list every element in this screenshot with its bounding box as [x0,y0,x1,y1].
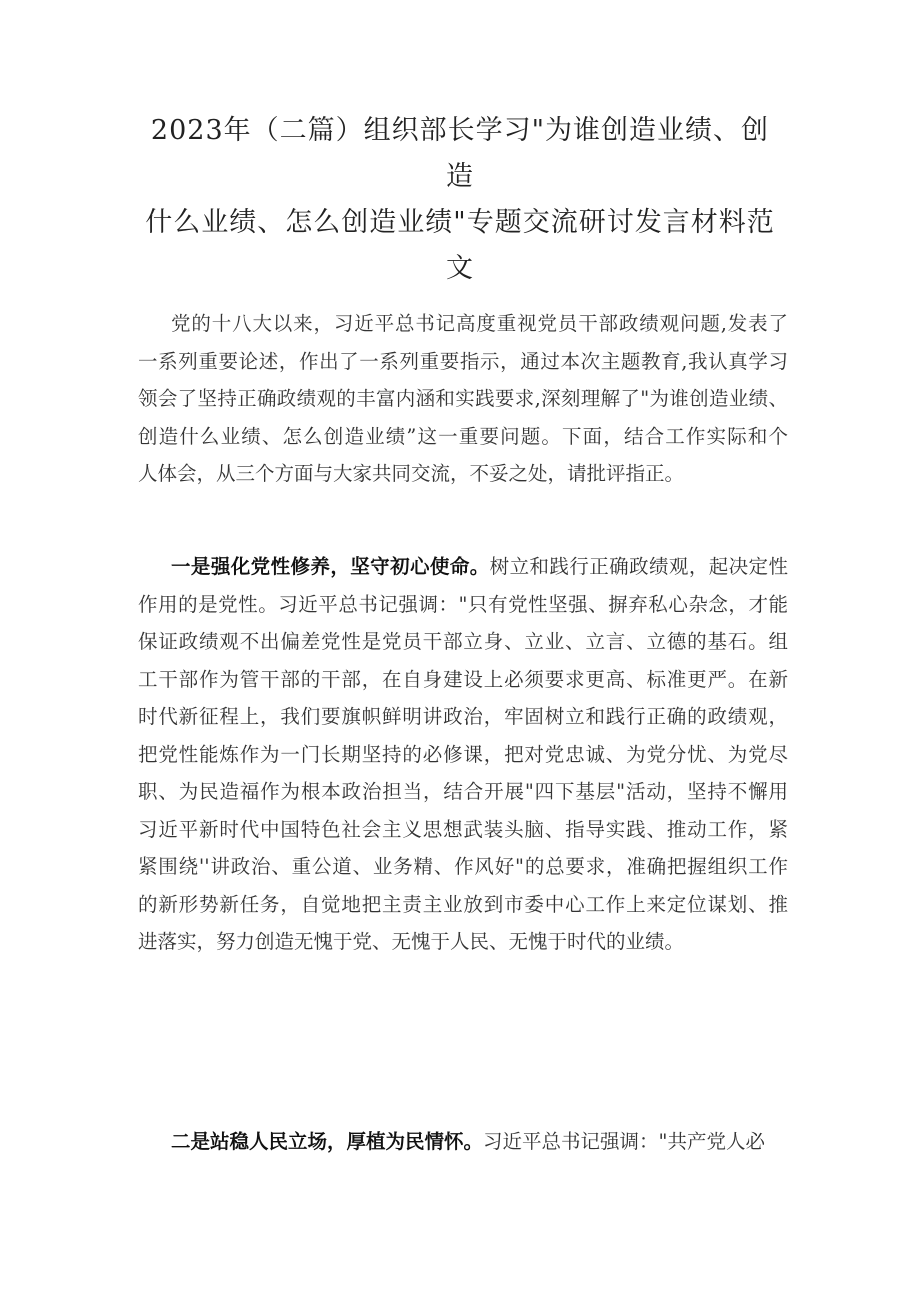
paragraph-line: 工干部作为管干部的干部，在自身建设上必须要求更高、标准更严。在新 [138,667,788,691]
title-line: 什么业绩、怎么创造业绩"专题交流研讨发言材料范 [145,207,775,238]
paragraph-line: 进落实，努力创造无愧于党、无愧于人民、无愧于时代的业绩。 [138,930,685,953]
paragraph-line: 时代新征程上，我们要旗帜鲜明讲政治，牢固树立和践行正确的政绩观， [138,705,788,728]
paragraph-line: 职、为民造福作为根本政治担当，结合开展"四下基层"活动，坚持不懈用 [138,780,788,803]
paragraph-line: 人体会，从三个方面与大家共同交流，不妥之处，请批评指正。 [138,462,685,485]
paragraph-line: 紧围绕''讲政治、重公道、业务精、作风好"的总要求，准确把握组织工作 [138,855,788,878]
paragraph-point-two [138,1123,788,1161]
paragraph-line: 一系列重要论述，作出了一系列重要指示，通过本次主题教育,我认真学习 [138,349,788,373]
paragraph-line: 保证政绩观不出偏差党性是党员干部立身、立业、立言、立德的基石。组 [138,630,788,653]
paragraph-line [138,548,788,586]
paragraph-line: 把党性能炼作为一门长期坚持的必修课，把对党忠诚、为党分忧、为党尽 [138,742,788,766]
title-line: 文 [446,253,474,284]
paragraph-line: 创造什么业绩、怎么创造业绩”这一重要问题。下面，结合工作实际和个 [138,424,788,448]
paragraph-line [138,1123,788,1161]
paragraph-line: 习近平新时代中国特色社会主义思想武装头脑、指导实践、推动工作，紧 [138,817,788,841]
title-line: 2023年（二篇）组织部长学习"为谁创造业绩、创造 [150,115,770,192]
paragraph-point-one [138,548,788,961]
document-title [140,108,780,292]
section-heading: 二是站稳人民立场，厚植为民情怀。 [171,1130,484,1153]
paragraph-line-text: 习近平总书记强调："共产党人必 [483,1130,765,1153]
paragraph-line: 的新形势新任务，自觉地把主责主业放到市委中心工作上来定位谋划、推 [138,892,788,916]
paragraph-line: 领会了坚持正确政绩观的丰富内涵和实践要求,深刻理解了"为谁创造业绩、 [138,387,788,410]
paragraph-line: 党的十八大以来，习近平总书记高度重视党员干部政绩观问题,发表了 [171,312,788,335]
section-heading: 一是强化党性修养，坚守初心使命。 [171,555,490,578]
paragraph-line: 作用的是党性。习近平总书记强调："只有党性坚强、摒弃私心杂念，才能 [138,592,788,616]
paragraph-intro [138,305,788,493]
paragraph-line-text: 树立和践行正确政绩观，起决定性 [489,555,788,578]
